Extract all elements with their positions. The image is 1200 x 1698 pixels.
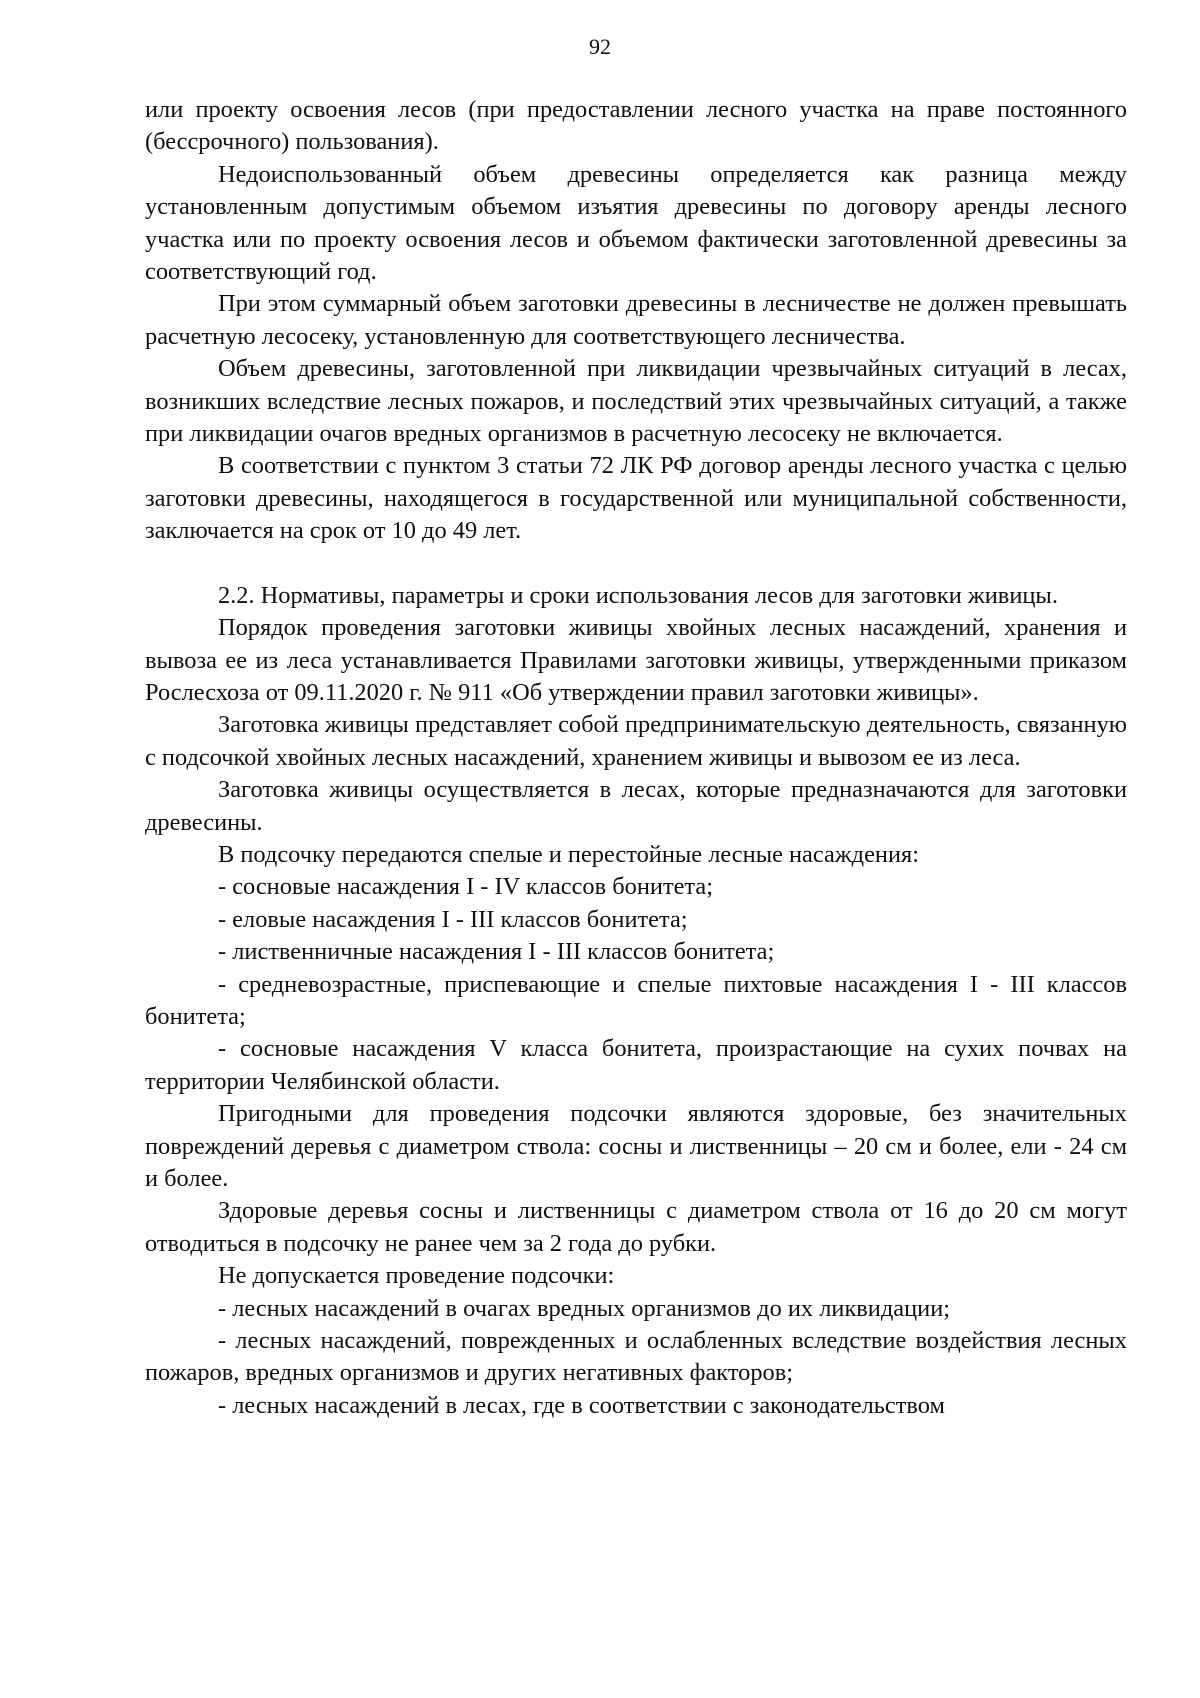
paragraph-not-allowed: Не допускается проведение подсочки:	[218, 1262, 615, 1290]
paragraph-lease-term: В соответствии с пунктом 3 статьи 72 ЛК РФ договор аренды лесного участка с целью заготовки древесины, находящегося в государственной или муниципальной собственности, заключается на срок от 10 до 49 лет.	[145, 452, 1127, 545]
paragraph-tapping-stands: В подсочку передаются спелые и перестойные лесные насаждения:	[218, 840, 920, 868]
page-number: 92	[589, 34, 611, 59]
list-item: - лесных насаждений, поврежденных и ослабленных вследствие воздействия лесных пожаров, вредных организмов и других негативных факторов;	[145, 1327, 1127, 1387]
paragraph-suitable-trees: Пригодными для проведения подсочки являются здоровые, без значительных повреждений деревья с диаметром ствола: сосны и лиственницы – 20 см и более, ели - 24 см и более.	[145, 1100, 1127, 1192]
list-item: - лесных насаждений в лесах, где в соответствии с законодательством	[218, 1391, 945, 1419]
paragraph-resin-procedure: Порядок проведения заготовки живицы хвойных лесных насаждений, хранения и вывоза ее из леса устанавливается Правилами заготовки живицы, утвержденными приказом Рослесхоза от 09.11.2020 г. № 911 «Об утверждении правил заготовки живицы».	[145, 614, 1127, 706]
paragraph-healthy-trees: Здоровые деревья сосны и лиственницы с диаметром ствола от 16 до 20 см могут отводиться в подсочку не ранее чем за 2 года до рубки.	[145, 1197, 1127, 1257]
paragraph-continuation: или проекту освоения лесов (при предоставлении лесного участка на праве постоянного (бессрочного) пользования).	[145, 96, 1127, 156]
list-item: - сосновые насаждения I - IV классов бонитета;	[218, 873, 713, 901]
paragraph-unused-volume: Недоиспользованный объем древесины определяется как разница между установленным допустимым объемом изъятия древесины по договору аренды лесного участка или по проекту освоения лесов и объемом фактически заготовленной древесины за соответствующий год.	[145, 160, 1127, 286]
paragraph-resin-forests: Заготовка живицы осуществляется в лесах, которые предназначаются для заготовки древесины.	[145, 776, 1127, 836]
list-item: - еловые насаждения I - III классов бонитета;	[218, 905, 688, 933]
list-item: - лиственничные насаждения I - III классов бонитета;	[218, 938, 775, 966]
section-heading: 2.2. Нормативы, параметры и сроки использования лесов для заготовки живицы.	[218, 581, 1058, 609]
document-body	[145, 94, 1127, 1422]
paragraph-resin-definition: Заготовка живицы представляет собой предпринимательскую деятельность, связанную с подсочкой хвойных лесных насаждений, хранением живицы и вывозом ее из леса.	[145, 711, 1127, 771]
paragraph-emergency-volume: Объем древесины, заготовленной при ликвидации чрезвычайных ситуаций в лесах, возникших вследствие лесных пожаров, и последствий этих чрезвычайных ситуаций, а также при ликвидации очагов вредных организмов в расчетную лесосеку не включается.	[145, 355, 1127, 448]
paragraph-total-volume: При этом суммарный объем заготовки древесины в лесничестве не должен превышать расчетную лесосеку, установленную для соответствующего лесничества.	[145, 290, 1127, 350]
list-item: - средневозрастные, приспевающие и спелые пихтовые насаждения I - III классов бонитета;	[145, 970, 1127, 1030]
list-item: - лесных насаждений в очагах вредных организмов до их ликвидации;	[218, 1294, 951, 1322]
list-item: - сосновые насаждения V класса бонитета, произрастающие на сухих почвах на территории Челябинской области.	[145, 1035, 1127, 1095]
